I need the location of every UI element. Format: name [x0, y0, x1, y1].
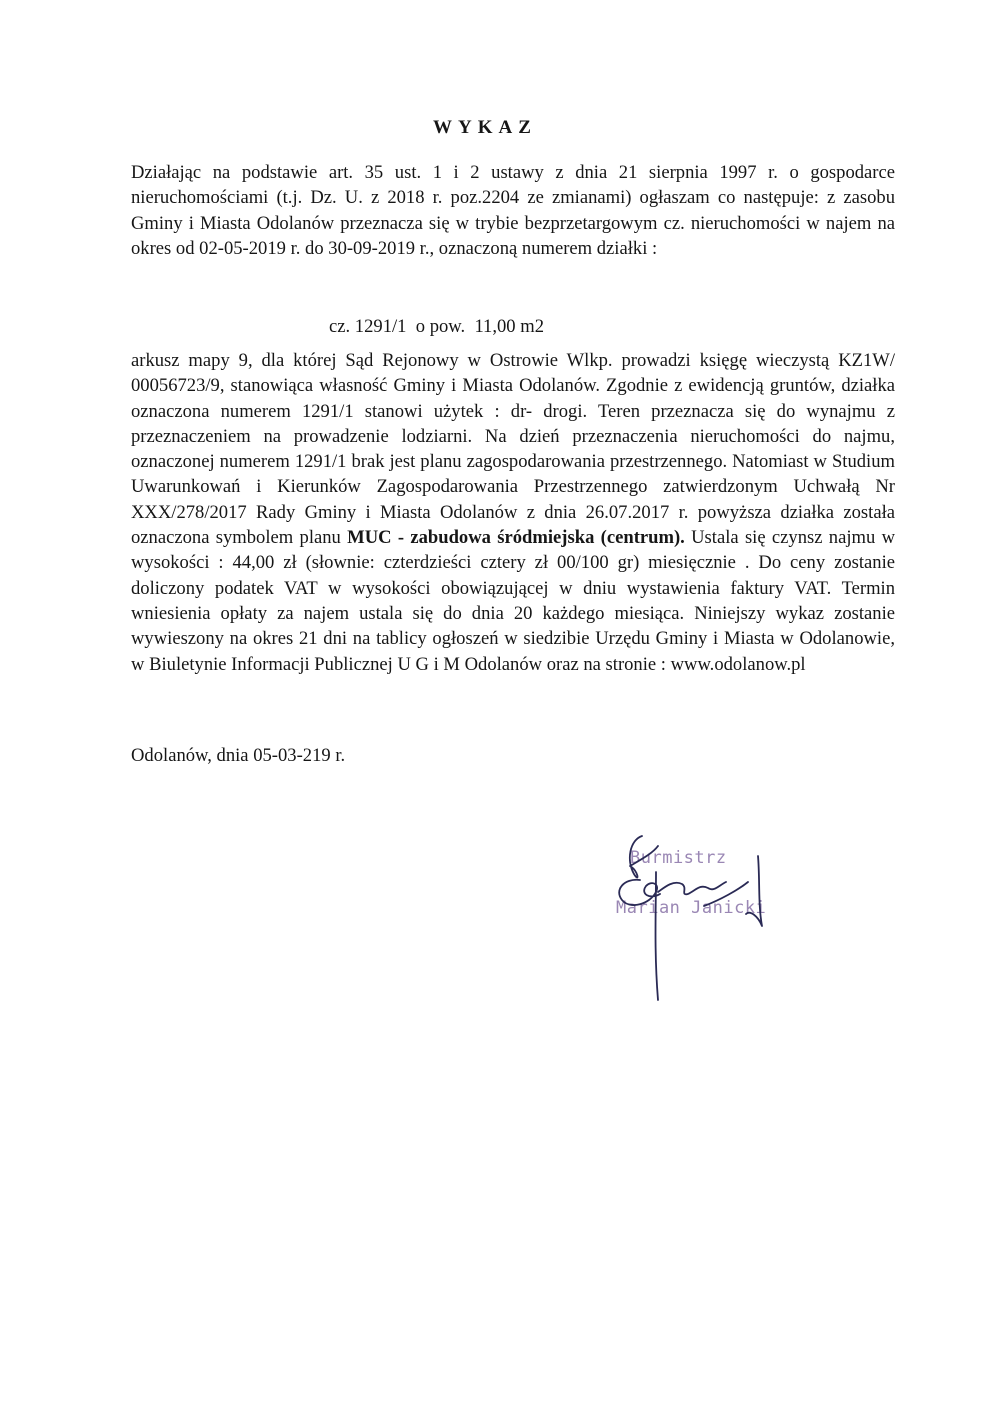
document-title: WYKAZ [433, 117, 537, 138]
stamp-name: Marian Janicki [616, 898, 767, 918]
handwritten-signature-icon [600, 830, 800, 1020]
main-paragraph-part-1: arkusz mapy 9, dla której Sąd Rejonowy w Ostrowie Wlkp. prowadzi księgę wieczystą KZ1W/ 00056723/9, stanowiąca własność Gminy i Miasta Odolanów. Zgodnie z ewidencją gruntów, działka oznaczona numerem 1291/1 stanowi użytek : dr- drogi. Teren przeznacza się do wynajmu z przeznaczeniem na prowadzenie lodziarni. Na dzień przeznaczenia nieruchomości do najmu, oznaczonej numerem 1291/1 brak jest planu zagospodarowania przestrzennego. Natomiast w Studium Uwarunkowań i Kierunków Zagospodarowania Przestrzennego zatwierdzonym Uchwałą Nr XXX/278/2017 Rady Gminy i Miasta Odolanów z dnia 26.07.2017 r. powyższa działka została oznaczona symbolem planu [131, 350, 895, 549]
intro-paragraph: Działając na podstawie art. 35 ust. 1 i 2 ustawy z dnia 21 sierpnia 1997 r. o gospodarce nieruchomościami (t.j. Dz. U. z 2018 r. poz.2204 ze zmianami) ogłaszam co następuje: z zasobu Gminy i Miasta Odolanów przeznacza się w trybie bezprzetargowym cz. nieruchomości w najem na okres od 02-05-2019 r. do 30-09-2019 r., oznaczoną numerem działki : [131, 162, 895, 259]
main-paragraph-part-2: Ustala się czynsz najmu w wysokości : 44,00 zł (słownie: czterdzieści cztery zł 00/100 gr) miesięcznie . Do ceny zostanie doliczony podatek VAT w wysokości obowiązującej w dniu wystawienia faktury VAT. Termin wniesienia opłaty za najem ustala się do dnia 20 każdego miesiąca. Niniejszy wykaz zostanie wywieszony na okres 21 dni na tablicy ogłoszeń w siedzibie Urzędu Gminy i Miasta w Odolanowie, w Biuletynie Informacji Publicznej U G i M Odolanów oraz na stronie : www.odolanow.pl [131, 527, 895, 675]
signature-stamp [600, 830, 800, 1020]
main-paragraph [131, 348, 895, 677]
plot-designation: cz. 1291/1 o pow. 11,00 m2 [329, 316, 545, 337]
stamp-title: Burmistrz [630, 848, 727, 868]
place-and-date: Odolanów, dnia 05-03-219 r. [131, 745, 346, 766]
zoning-symbol: MUC - zabudowa śródmiejska (centrum). [347, 527, 685, 549]
